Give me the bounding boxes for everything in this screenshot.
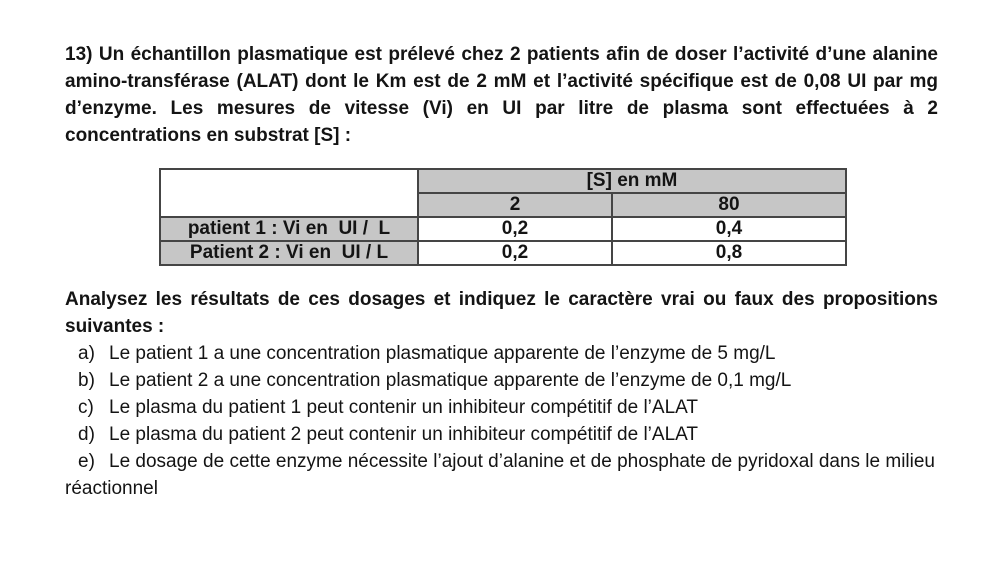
proposition-c [65, 394, 938, 421]
proposition-d-text: Le plasma du patient 2 peut contenir un inhibiteur compétitif de l’ALAT [109, 424, 698, 445]
table-cell-concentration-80: 80 [612, 193, 846, 217]
proposition-d [65, 421, 938, 448]
propositions-list [65, 340, 938, 502]
table-row-header [160, 169, 846, 193]
table-cell-concentration-2: 2 [418, 193, 612, 217]
proposition-e-marker: e) [78, 451, 95, 472]
table-row-patient2 [160, 241, 846, 265]
table-header-substrate: [S] en mM [418, 169, 846, 193]
table-cell-patient1-s2: 0,2 [418, 217, 612, 241]
table-row-patient1 [160, 217, 846, 241]
proposition-e [65, 448, 938, 502]
measurements-table-wrapper [159, 168, 938, 266]
table-cell-patient1-s80: 0,4 [612, 217, 846, 241]
proposition-d-marker: d) [78, 424, 95, 445]
proposition-b-marker: b) [78, 370, 95, 391]
table-corner-empty-cell [160, 169, 418, 217]
table-cell-patient2-s2: 0,2 [418, 241, 612, 265]
analysis-instruction-paragraph: Analysez les résultats de ces dosages et indiquez le caractère vrai ou faux des propositions suivantes : [65, 289, 938, 337]
table-label-patient2: Patient 2 : Vi en UI / L [160, 241, 418, 265]
proposition-c-marker: c) [78, 397, 94, 418]
question-block [65, 41, 938, 502]
table-cell-patient2-s80: 0,8 [612, 241, 846, 265]
question-intro-paragraph: 13) Un échantillon plasmatique est prélevé chez 2 patients afin de doser l’activité d’une alanine amino-transférase (ALAT) dont le Km est de 2 mM et l’activité spécifique est de 0,08 UI par mg d’enzyme. Les mesures de vitesse (Vi) en UI par litre de plasma sont effectuées à 2 concentrations en substrat [S] : [65, 44, 938, 146]
table-label-patient1: patient 1 : Vi en UI / L [160, 217, 418, 241]
measurements-table [159, 168, 847, 266]
proposition-e-text: Le dosage de cette enzyme nécessite l’ajout d’alanine et de phosphate de pyridoxal dans le milieu réactionnel [65, 451, 935, 499]
proposition-b-text: Le patient 2 a une concentration plasmatique apparente de l’enzyme de 0,1 mg/L [109, 370, 792, 391]
proposition-c-text: Le plasma du patient 1 peut contenir un inhibiteur compétitif de l’ALAT [109, 397, 698, 418]
proposition-a-marker: a) [78, 343, 95, 364]
proposition-b [65, 367, 938, 394]
proposition-a [65, 340, 938, 367]
proposition-a-text: Le patient 1 a une concentration plasmatique apparente de l’enzyme de 5 mg/L [109, 343, 776, 364]
